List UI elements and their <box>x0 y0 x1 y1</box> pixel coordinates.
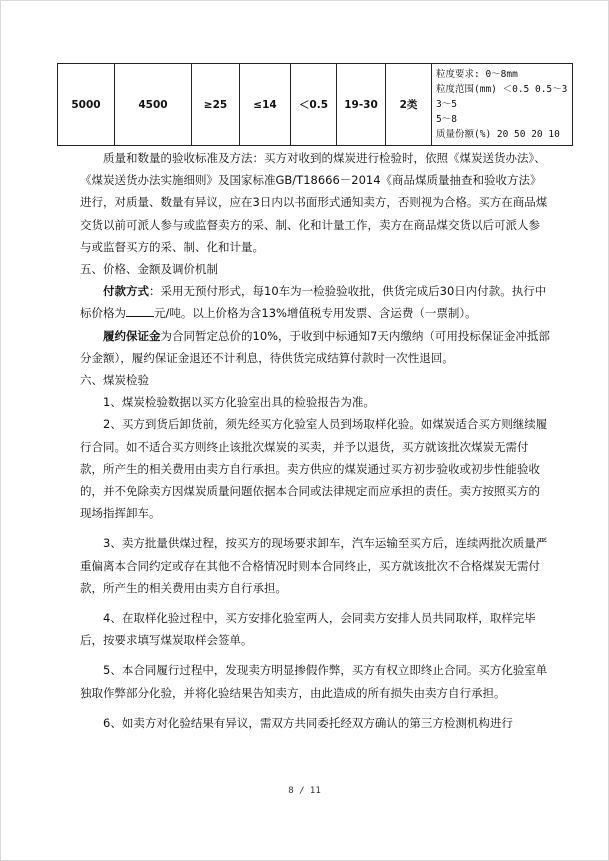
table-cell: ≤14 <box>240 64 291 146</box>
payment-unit-text: 元/吨。以上价格为含13%增值税专用发票、含运费（一票制）。 <box>154 306 477 321</box>
section-heading-inspection: 六、煤炭检验 <box>80 373 149 388</box>
section-heading-price: 五、价格、金额及调价机制 <box>80 262 218 277</box>
inspection-item-4: 4、在取样化验过程中，买方安排化验室两人，会同卖方安排人员共同取样，取样完毕后，按要求填写煤炭取样会签单。 <box>80 611 536 648</box>
payment-label: 付款方式 <box>103 284 149 299</box>
requirement-line: 粒度范围(mm) ＜0.5 0.5～3 3～5 <box>436 84 568 110</box>
inspection-item-6: 6、如卖方对化验结果有异议，需双方共同委托经双方确认的第三方检测机构进行 <box>103 715 513 730</box>
inspection-item-1: 1、煤炭检验数据以买方化验室出具的检验报告为准。 <box>103 395 375 410</box>
requirement-line: 5～8 <box>436 114 457 125</box>
table-cell: 2类 <box>386 64 432 146</box>
inspection-item-5: 5、本合同履行过程中，发现卖方明显掺假作弊，买方有权立即终止合同。买方化验室单独取作弊部分化验，并将化验结果告知卖方，由此造成的所有损失由卖方自行承担。 <box>80 663 548 700</box>
table-cell: ＜0.5 <box>291 64 337 146</box>
price-blank <box>126 302 154 317</box>
table-cell: 5000 <box>58 64 115 146</box>
requirement-line: 质量份额(%) 20 50 20 10 <box>436 129 560 140</box>
page-number: 8 / 11 <box>288 786 321 796</box>
bond-label: 履约保证金 <box>103 328 161 343</box>
table-cell: 19-30 <box>337 64 386 146</box>
table-cell: ≥25 <box>192 64 240 146</box>
inspection-item-3: 3、卖方批量供煤过程，按买方的现场要求卸车，汽车运输至买方后，连续两批次质量严重偏离本合同约定或存在其他不合格情况时则本合同终止，买方就该批次不合格煤炭无需付款，所产生的相关费用由卖方自行承担。 <box>80 536 548 595</box>
coal-spec-table <box>57 63 573 146</box>
bond-text: 为合同暂定总价的10%，于收到中标通知7天内缴纳（可用投标保证金冲抵部分金额），履约保证金退还不计利息，待供货完成结算付款时一次性退回。 <box>80 328 550 365</box>
document-body <box>80 147 550 734</box>
bond-paragraph <box>80 325 550 369</box>
payment-text: ：采用无预付形式，每10车为一检验验收批，供货完成后30日内付款。执行中标价格为 <box>80 284 547 321</box>
inspection-item-2: 2、买方到货后卸货前，须先经买方化验室人员到场取样化验。如煤炭适合买方则继续履行合同。如不适合买方则终止该批次煤炭的买卖，并予以退货，买方就该批次煤炭无需付款，所产生的相关费用由卖方自行承担。卖方供应的煤炭通过买方初步验收或初步性能验收的，并不免除卖方因煤炭质量问题依据本合同或法律规定而应承担的责任。卖方按照买方的现场指挥卸车。 <box>80 417 548 521</box>
table-cell: 4500 <box>115 64 192 146</box>
payment-paragraph <box>80 280 550 324</box>
table-row <box>58 64 573 146</box>
granularity-requirements-cell <box>432 64 573 146</box>
requirement-line: 粒度要求: 0～8mm <box>436 69 518 80</box>
acceptance-paragraph: 质量和数量的验收标准及方法：买方对收到的煤炭进行检验时，依照《煤炭送货办法》、《煤炭送货办法实施细则》及国家标准GB/T18666－2014《商品煤质量抽查和验收方法》进行，对质量、数量有异议，应在3日内以书面形式通知卖方，否则视为合格。买方在商品煤交货以前可派人参与或监督卖方的采、制、化和计量工作，卖方在商品煤交货以后可派人参与或监督买方的采、制、化和计量。 <box>80 151 548 254</box>
